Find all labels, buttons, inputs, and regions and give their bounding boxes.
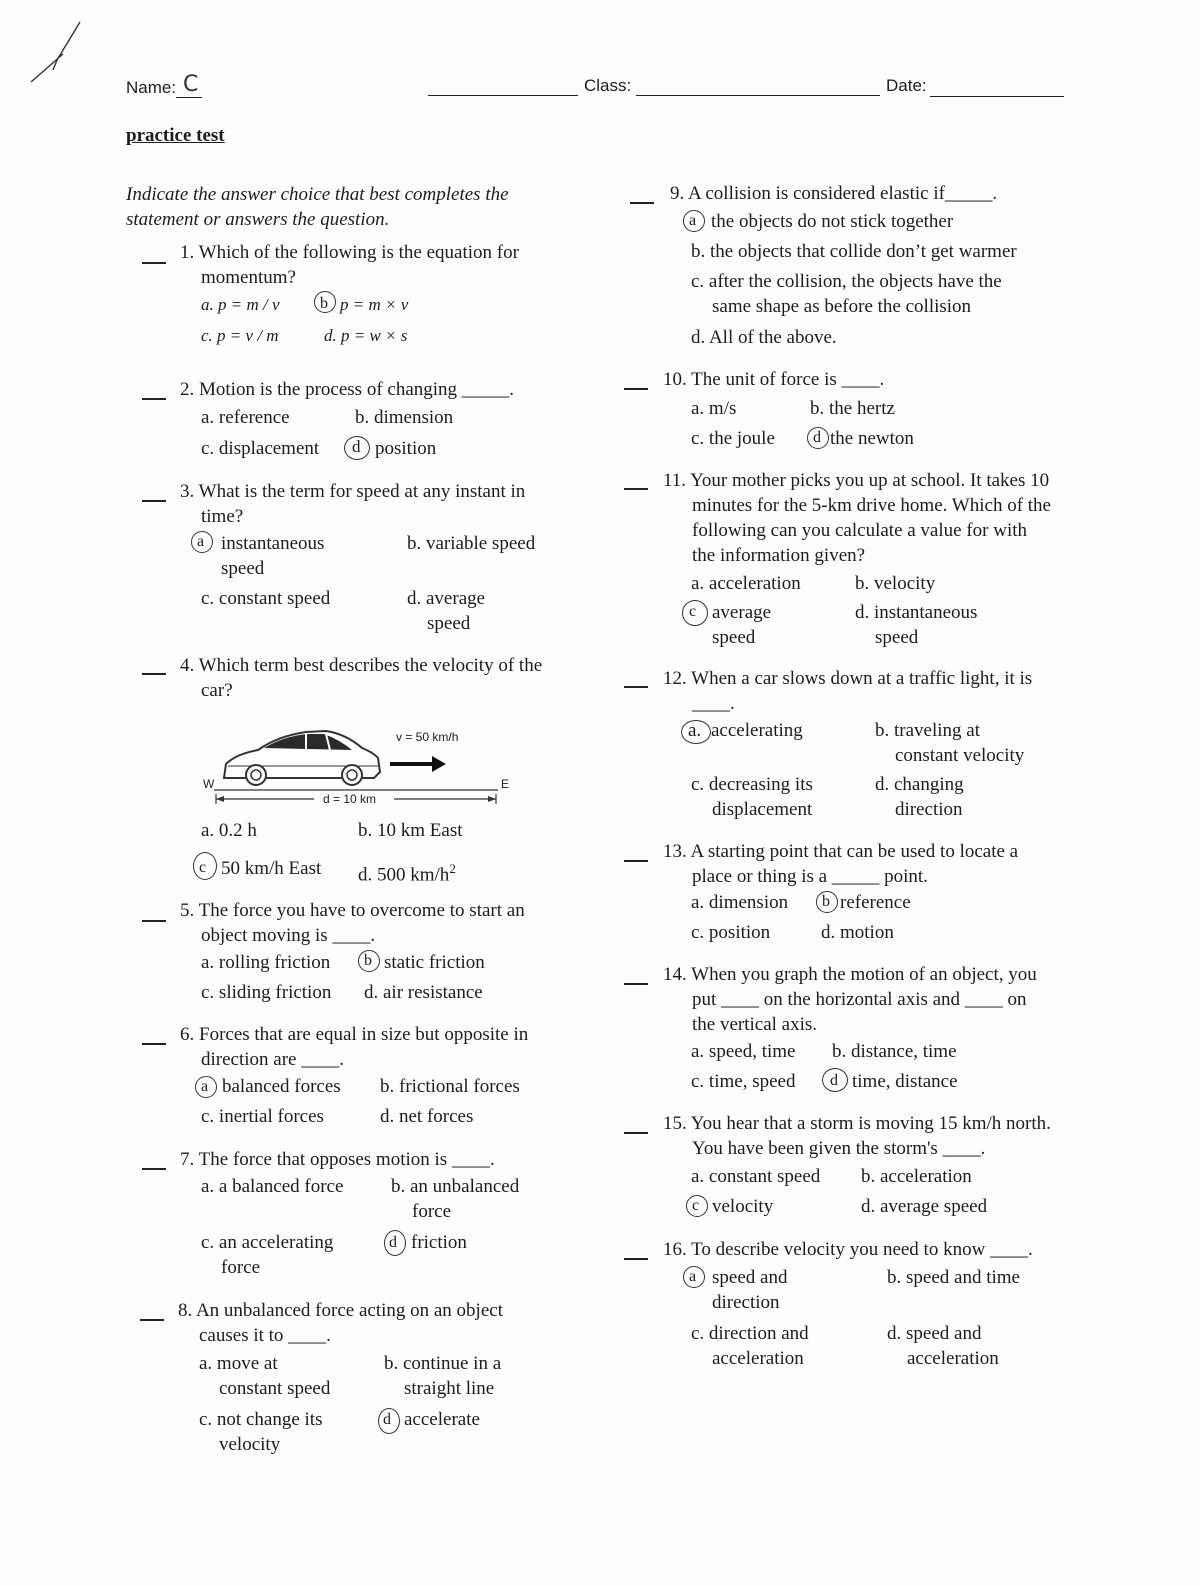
question-13-option-c[interactable]: c. position: [691, 922, 771, 943]
question-3-stem: 3. What is the term for speed at any instant in: [180, 481, 526, 502]
question-3-option-c[interactable]: c. constant speed: [201, 588, 331, 609]
question-15-option-c[interactable]: velocity: [712, 1196, 774, 1217]
question-14-stem: 14. When you graph the motion of an object, you: [663, 964, 1037, 985]
question-8-option-a-line2: constant speed: [219, 1378, 331, 1399]
figure-east-label: E: [501, 777, 510, 791]
answer-blank-10[interactable]: [624, 388, 648, 390]
question-10-option-b[interactable]: b. the hertz: [810, 398, 895, 419]
class-label: Class:: [584, 76, 632, 95]
question-8-stem-2: causes it to ____.: [199, 1325, 331, 1346]
question-13-option-b[interactable]: reference: [840, 892, 911, 913]
question-15-stem-2: You have been given the storm's ____.: [692, 1138, 986, 1159]
question-5-option-b-letter: b: [364, 952, 372, 969]
question-12-stem-2: ____.: [692, 693, 735, 714]
question-3-option-d[interactable]: d. average: [407, 588, 486, 609]
question-2-option-d[interactable]: position: [375, 438, 437, 459]
question-16-option-d[interactable]: d. speed and: [887, 1323, 982, 1344]
answer-blank-12[interactable]: [624, 686, 648, 688]
question-11-option-c-line2: speed: [712, 627, 756, 648]
question-1-option-b-letter: b: [320, 295, 328, 312]
question-16-option-a-letter: a: [689, 1268, 697, 1285]
question-2-stem: 2. Motion is the process of changing _____.: [180, 379, 515, 400]
question-15-option-c-letter: c: [692, 1197, 700, 1214]
question-10-stem: 10. The unit of force is ____.: [663, 369, 885, 390]
question-7-option-c-line2: force: [221, 1257, 261, 1278]
question-13-stem: 13. A starting point that can be used to locate a: [663, 841, 1019, 862]
question-16-option-a[interactable]: speed and: [712, 1267, 788, 1288]
question-5-option-a[interactable]: a. rolling friction: [201, 952, 331, 973]
question-12-option-b-line2: constant velocity: [895, 745, 1025, 766]
question-11-stem: 11. Your mother picks you up at school. It takes 10: [663, 470, 1050, 491]
question-15-option-a[interactable]: a. constant speed: [691, 1166, 821, 1187]
question-10-option-c[interactable]: c. the joule: [691, 428, 775, 449]
answer-blank-6[interactable]: [142, 1043, 166, 1045]
car-wheel-front: [342, 765, 362, 785]
answer-blank-2[interactable]: [142, 398, 166, 400]
question-13-option-d[interactable]: d. motion: [821, 922, 894, 943]
question-15-option-d[interactable]: d. average speed: [861, 1196, 988, 1217]
question-11-stem-2: minutes for the 5-km drive home. Which of the: [692, 495, 1051, 516]
answer-blank-14[interactable]: [624, 983, 648, 985]
question-14-option-d-letter: d: [830, 1072, 838, 1089]
question-4-stem: 4. Which term best describes the velocity of the: [180, 655, 543, 676]
question-5-stem: 5. The force you have to overcome to start an: [180, 900, 525, 921]
question-3-stem-2: time?: [201, 506, 244, 527]
question-12-option-b[interactable]: b. traveling at: [875, 720, 980, 741]
answer-blank-4[interactable]: [142, 673, 166, 675]
name-underline: [176, 97, 202, 98]
question-9-stem: 9. A collision is considered elastic if_____.: [670, 183, 998, 204]
figure-distance-label: d = 10 km: [323, 792, 377, 806]
question-6-stem-2: direction are ____.: [201, 1049, 344, 1070]
question-16-option-c[interactable]: c. direction and: [691, 1323, 809, 1344]
question-14-stem-2: put ____ on the horizontal axis and ____ on: [692, 989, 1027, 1010]
question-13-option-b-letter: b: [822, 893, 830, 910]
question-10-option-a[interactable]: a. m/s: [691, 398, 737, 419]
question-9-option-d[interactable]: d. All of the above.: [691, 327, 837, 348]
page-title: practice test: [126, 125, 225, 146]
question-8-option-a[interactable]: a. move at: [199, 1353, 278, 1374]
question-16-option-b[interactable]: b. speed and time: [887, 1267, 1020, 1288]
question-11-option-a[interactable]: a. acceleration: [691, 573, 801, 594]
question-11-option-c-letter: c: [689, 603, 697, 620]
question-4-option-c[interactable]: 50 km/h East: [221, 858, 322, 879]
question-12-option-c-line2: displacement: [712, 799, 813, 820]
question-6-stem: 6. Forces that are equal in size but opposite in: [180, 1024, 529, 1045]
pencil-mark: [25, 18, 85, 88]
question-9-option-b[interactable]: b. the objects that collide don’t get warmer: [691, 241, 1017, 262]
question-5-option-c[interactable]: c. sliding friction: [201, 982, 332, 1003]
class-underline: [636, 95, 880, 96]
question-2-option-c[interactable]: c. displacement: [201, 438, 320, 459]
question-6-option-d[interactable]: d. net forces: [380, 1106, 474, 1127]
answer-blank-11[interactable]: [624, 488, 648, 490]
answer-blank-5[interactable]: [142, 920, 166, 922]
question-14-option-a[interactable]: a. speed, time: [691, 1041, 796, 1062]
name-handwritten: C: [183, 72, 199, 97]
question-4-option-b[interactable]: b. 10 km East: [358, 820, 463, 841]
question-14-option-d[interactable]: time, distance: [852, 1071, 958, 1092]
question-7-option-b-line2: force: [412, 1201, 452, 1222]
question-3-option-b[interactable]: b. variable speed: [407, 533, 536, 554]
figure-west-label: W: [203, 777, 215, 791]
question-14-stem-3: the vertical axis.: [692, 1014, 818, 1035]
question-6-option-a-letter: a: [201, 1078, 209, 1095]
instructions: Indicate the answer choice that best completes the statement or answers the question.: [126, 184, 509, 230]
question-14-option-b[interactable]: b. distance, time: [832, 1041, 957, 1062]
question-3-option-a[interactable]: instantaneous: [221, 533, 325, 554]
date-underline: [930, 96, 1064, 97]
answer-blank-15[interactable]: [624, 1132, 648, 1134]
question-16-option-d-line2: acceleration: [907, 1348, 999, 1369]
question-8-stem: 8. An unbalanced force acting on an object: [178, 1300, 503, 1321]
question-4-stem-2: car?: [201, 680, 233, 701]
question-1-option-d[interactable]: d. p = w × s: [324, 326, 408, 345]
question-16-stem: 16. To describe velocity you need to know ____.: [663, 1239, 1033, 1260]
question-1-stem-2: momentum?: [201, 267, 296, 288]
question-13-option-a[interactable]: a. dimension: [691, 892, 789, 913]
question-8-option-d-letter: d: [383, 1411, 391, 1428]
question-5-option-d[interactable]: d. air resistance: [364, 982, 483, 1003]
question-7-option-d-letter: d: [389, 1234, 397, 1251]
question-13-stem-2: place or thing is a _____ point.: [692, 866, 928, 887]
question-3-option-d-line2: speed: [427, 613, 471, 634]
question-12-stem: 12. When a car slows down at a traffic light, it is: [663, 668, 1033, 689]
question-2-option-d-letter: d: [352, 437, 361, 456]
name-underline-2: [428, 95, 578, 96]
answer-blank-9[interactable]: [630, 202, 654, 204]
question-15-stem: 15. You hear that a storm is moving 15 km/h north.: [663, 1113, 1051, 1134]
question-14-option-c[interactable]: c. time, speed: [691, 1071, 796, 1092]
question-12-option-d[interactable]: d. changing: [875, 774, 964, 795]
question-6-option-b[interactable]: b. frictional forces: [380, 1076, 520, 1097]
question-7-stem: 7. The force that opposes motion is ____.: [180, 1149, 495, 1170]
name-label: Name:: [126, 78, 177, 97]
question-12-option-a[interactable]: accelerating: [711, 720, 803, 741]
date-label: Date:: [886, 76, 927, 95]
question-15-option-b[interactable]: b. acceleration: [861, 1166, 972, 1187]
question-9-option-c[interactable]: c. after the collision, the objects have the: [691, 271, 1002, 292]
question-5-stem-2: object moving is ____.: [201, 925, 376, 946]
question-8-option-c[interactable]: c. not change its: [199, 1409, 323, 1430]
question-4-option-d-exponent: 2: [449, 861, 456, 876]
question-9-option-c-line2: same shape as before the collision: [712, 296, 972, 317]
question-10-option-d[interactable]: the newton: [830, 428, 914, 449]
question-6-option-c[interactable]: c. inertial forces: [201, 1106, 324, 1127]
question-11-option-c[interactable]: average: [712, 602, 772, 623]
question-7-option-c[interactable]: c. an accelerating: [201, 1232, 334, 1253]
question-9-option-a[interactable]: the objects do not stick together: [711, 211, 954, 232]
question-7-option-b[interactable]: b. an unbalanced: [391, 1176, 520, 1197]
car-wheel-rear: [246, 765, 266, 785]
question-6-option-a[interactable]: balanced forces: [222, 1076, 341, 1097]
question-5-option-b[interactable]: static friction: [384, 952, 485, 973]
question-9-option-a-letter: a: [689, 212, 697, 229]
question-2-option-a[interactable]: a. reference: [201, 407, 290, 428]
question-16-option-a-line2: direction: [712, 1292, 780, 1313]
question-10-option-d-letter: d: [813, 429, 821, 446]
question-3-option-a-letter: a: [197, 533, 205, 550]
question-8-option-b[interactable]: b. continue in a: [384, 1353, 502, 1374]
answer-blank-8[interactable]: [140, 1319, 164, 1321]
question-7-option-d[interactable]: friction: [411, 1232, 467, 1253]
question-11-stem-4: the information given?: [692, 545, 866, 566]
question-11-stem-3: following can you calculate a value for with: [692, 520, 1028, 541]
question-7-option-a[interactable]: a. a balanced force: [201, 1176, 344, 1197]
question-1-option-b[interactable]: p = m × v: [340, 295, 409, 314]
answer-blank-7[interactable]: [142, 1168, 166, 1170]
question-12-option-d-line2: direction: [895, 799, 963, 820]
question-11-option-d[interactable]: d. instantaneous: [855, 602, 978, 623]
question-4-option-d[interactable]: [358, 856, 456, 887]
question-11-option-b[interactable]: b. velocity: [855, 573, 936, 594]
question-3-option-a-line2: speed: [221, 558, 265, 579]
answer-blank-16[interactable]: [624, 1258, 648, 1260]
question-8-option-d[interactable]: accelerate: [404, 1409, 480, 1430]
question-1-option-a[interactable]: a. p = m / v: [201, 295, 280, 314]
question-4-option-c-letter: c: [199, 859, 207, 876]
question-1-stem: 1. Which of the following is the equation for: [180, 242, 519, 263]
question-4-option-d-text: d. 500 km/h: [358, 864, 450, 886]
question-4-option-a[interactable]: a. 0.2 h: [201, 820, 257, 841]
figure-speed-label: v = 50 km/h: [396, 730, 459, 744]
question-8-option-c-line2: velocity: [219, 1434, 281, 1455]
answer-blank-1[interactable]: [142, 262, 166, 264]
answer-blank-3[interactable]: [142, 500, 166, 502]
question-12-option-a-letter: a.: [688, 720, 702, 741]
question-16-option-c-line2: acceleration: [712, 1348, 804, 1369]
question-12-option-c[interactable]: c. decreasing its: [691, 774, 813, 795]
answer-blank-13[interactable]: [624, 860, 648, 862]
question-1-option-c[interactable]: c. p = v / m: [201, 326, 279, 345]
question-11-option-d-line2: speed: [875, 627, 919, 648]
question-8-option-b-line2: straight line: [404, 1378, 495, 1399]
question-2-option-b[interactable]: b. dimension: [355, 407, 454, 428]
